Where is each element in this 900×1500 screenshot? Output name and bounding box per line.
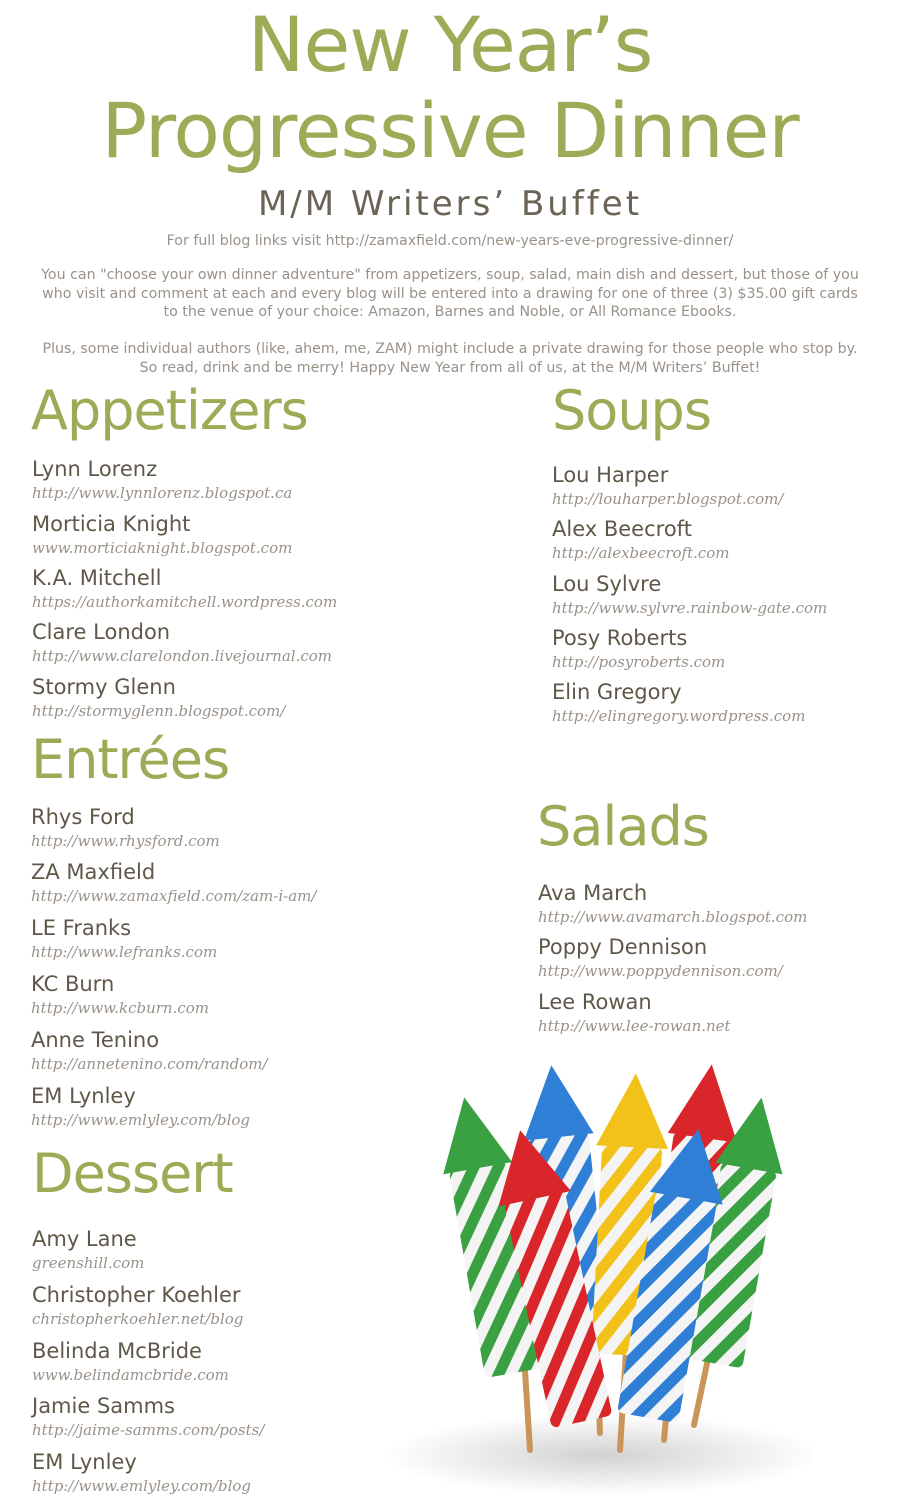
- author-name: Amy Lane: [32, 1227, 137, 1251]
- author-url[interactable]: http://www.lee-rowan.net: [538, 1017, 731, 1035]
- author-name: Anne Tenino: [31, 1028, 160, 1052]
- appetizers-heading: Appetizers: [31, 379, 308, 442]
- author-name: EM Lynley: [31, 1084, 136, 1108]
- salad-entry: [538, 880, 807, 928]
- soup-entry: [552, 516, 730, 564]
- author-name: Morticia Knight: [32, 512, 191, 536]
- author-name: Lou Sylvre: [552, 572, 662, 596]
- dessert-entry: [32, 1393, 264, 1441]
- author-name: Belinda McBride: [32, 1339, 202, 1363]
- dessert-heading: Dessert: [32, 1142, 233, 1205]
- appetizer-entry: [32, 674, 285, 722]
- title-line-1: New Year’s: [247, 0, 653, 89]
- author-name: Lee Rowan: [538, 990, 652, 1014]
- salad-entry: [538, 989, 731, 1037]
- author-name: ZA Maxfield: [31, 860, 156, 884]
- appetizer-entry: [32, 511, 292, 559]
- author-name: Lynn Lorenz: [32, 457, 158, 481]
- dessert-entry: [32, 1338, 229, 1386]
- author-url[interactable]: http://posyroberts.com: [552, 653, 726, 671]
- author-name: Lou Harper: [552, 463, 669, 487]
- author-name: KC Burn: [31, 972, 115, 996]
- soup-entry: [552, 625, 725, 673]
- soup-entry: [552, 571, 827, 619]
- author-url[interactable]: http://www.zamaxfield.com/zam-i-am/: [31, 887, 317, 905]
- author-url[interactable]: http://www.avamarch.blogspot.com: [538, 908, 808, 926]
- author-name: Alex Beecroft: [552, 517, 692, 541]
- author-url[interactable]: http://www.clarelondon.livejournal.com: [32, 647, 333, 665]
- author-name: Poppy Dennison: [538, 935, 708, 959]
- author-url[interactable]: http://www.lefranks.com: [31, 943, 218, 961]
- entree-entry: [31, 971, 209, 1019]
- blog-links-line[interactable]: For full blog links visit http://zamaxfield.com/new-years-eve-progressive-dinner/: [166, 233, 734, 249]
- entree-entry: [31, 804, 220, 852]
- appetizer-entry: [32, 565, 337, 613]
- soup-entry: [552, 462, 783, 510]
- author-url[interactable]: http://www.lynnlorenz.blogspot.ca: [32, 484, 293, 502]
- author-name: Clare London: [32, 620, 171, 644]
- entrees-heading: Entrées: [31, 728, 230, 791]
- author-url[interactable]: greenshill.com: [32, 1254, 145, 1272]
- author-url[interactable]: http://www.kcburn.com: [31, 999, 209, 1017]
- soup-entry: [552, 679, 805, 727]
- author-url[interactable]: www.belindamcbride.com: [32, 1366, 229, 1384]
- title-line-2: Progressive Dinner: [101, 86, 799, 175]
- author-name: Ava March: [538, 881, 648, 905]
- author-name: LE Franks: [31, 916, 132, 940]
- author-url[interactable]: http://www.sylvre.rainbow-gate.com: [552, 599, 828, 617]
- soups-heading: Soups: [552, 379, 711, 442]
- author-url[interactable]: http://www.rhysford.com: [31, 832, 220, 850]
- author-url[interactable]: http://jaime-samms.com/posts/: [32, 1421, 265, 1439]
- author-name: EM Lynley: [32, 1450, 137, 1474]
- dessert-entry: [32, 1226, 144, 1274]
- dessert-entry: [32, 1282, 243, 1330]
- salad-entry: [538, 934, 783, 982]
- author-name: Posy Roberts: [552, 626, 688, 650]
- author-name: Jamie Samms: [32, 1394, 176, 1418]
- author-name: K.A. Mitchell: [32, 566, 162, 590]
- author-url[interactable]: http://louharper.blogspot.com/: [552, 490, 784, 508]
- author-name: Christopher Koehler: [32, 1283, 241, 1307]
- author-url[interactable]: http://www.poppydennison.com/: [538, 962, 783, 980]
- appetizer-entry: [32, 456, 292, 504]
- author-name: Rhys Ford: [31, 805, 135, 829]
- appetizer-entry: [32, 619, 332, 667]
- author-url[interactable]: http://elingregory.wordpress.com: [552, 707, 806, 725]
- author-url[interactable]: christopherkoehler.net/blog: [32, 1310, 244, 1328]
- author-name: Elin Gregory: [552, 680, 682, 704]
- author-url[interactable]: https://authorkamitchell.wordpress.com: [32, 593, 338, 611]
- intro-paragraph-1: You can "choose your own dinner adventure" from appetizers, soup, salad, main dish and dessert, but those of you who visit and comment at each and every blog will be entered into a drawing for one of three (3) $35.00 gift cards to the venue of your choice: Amazon, Barnes and Noble, or All Romance Ebooks.: [41, 267, 859, 320]
- author-url[interactable]: www.morticiaknight.blogspot.com: [32, 539, 293, 557]
- entree-entry: [31, 1083, 250, 1131]
- firework-rockets-icon: [372, 1055, 812, 1500]
- entree-entry: [31, 915, 217, 963]
- author-url[interactable]: http://alexbeecroft.com: [552, 544, 730, 562]
- salads-heading: Salads: [537, 795, 709, 858]
- author-url[interactable]: http://www.emlyley.com/blog: [32, 1477, 252, 1495]
- subtitle: M/M Writers’ Buffet: [257, 184, 643, 224]
- author-url[interactable]: http://annetenino.com/random/: [31, 1055, 268, 1073]
- entree-entry: [31, 859, 316, 907]
- author-name: Stormy Glenn: [32, 675, 176, 699]
- intro-paragraph-2: Plus, some individual authors (like, ahem, me, ZAM) might include a private drawing for those people who stop by. So read, drink and be merry! Happy New Year from all of us, at the M/M Writers’ Buffet!: [42, 341, 858, 376]
- author-url[interactable]: http://www.emlyley.com/blog: [31, 1111, 251, 1129]
- author-url[interactable]: http://stormyglenn.blogspot.com/: [32, 702, 286, 720]
- entree-entry: [31, 1027, 268, 1075]
- dessert-entry: [32, 1449, 251, 1497]
